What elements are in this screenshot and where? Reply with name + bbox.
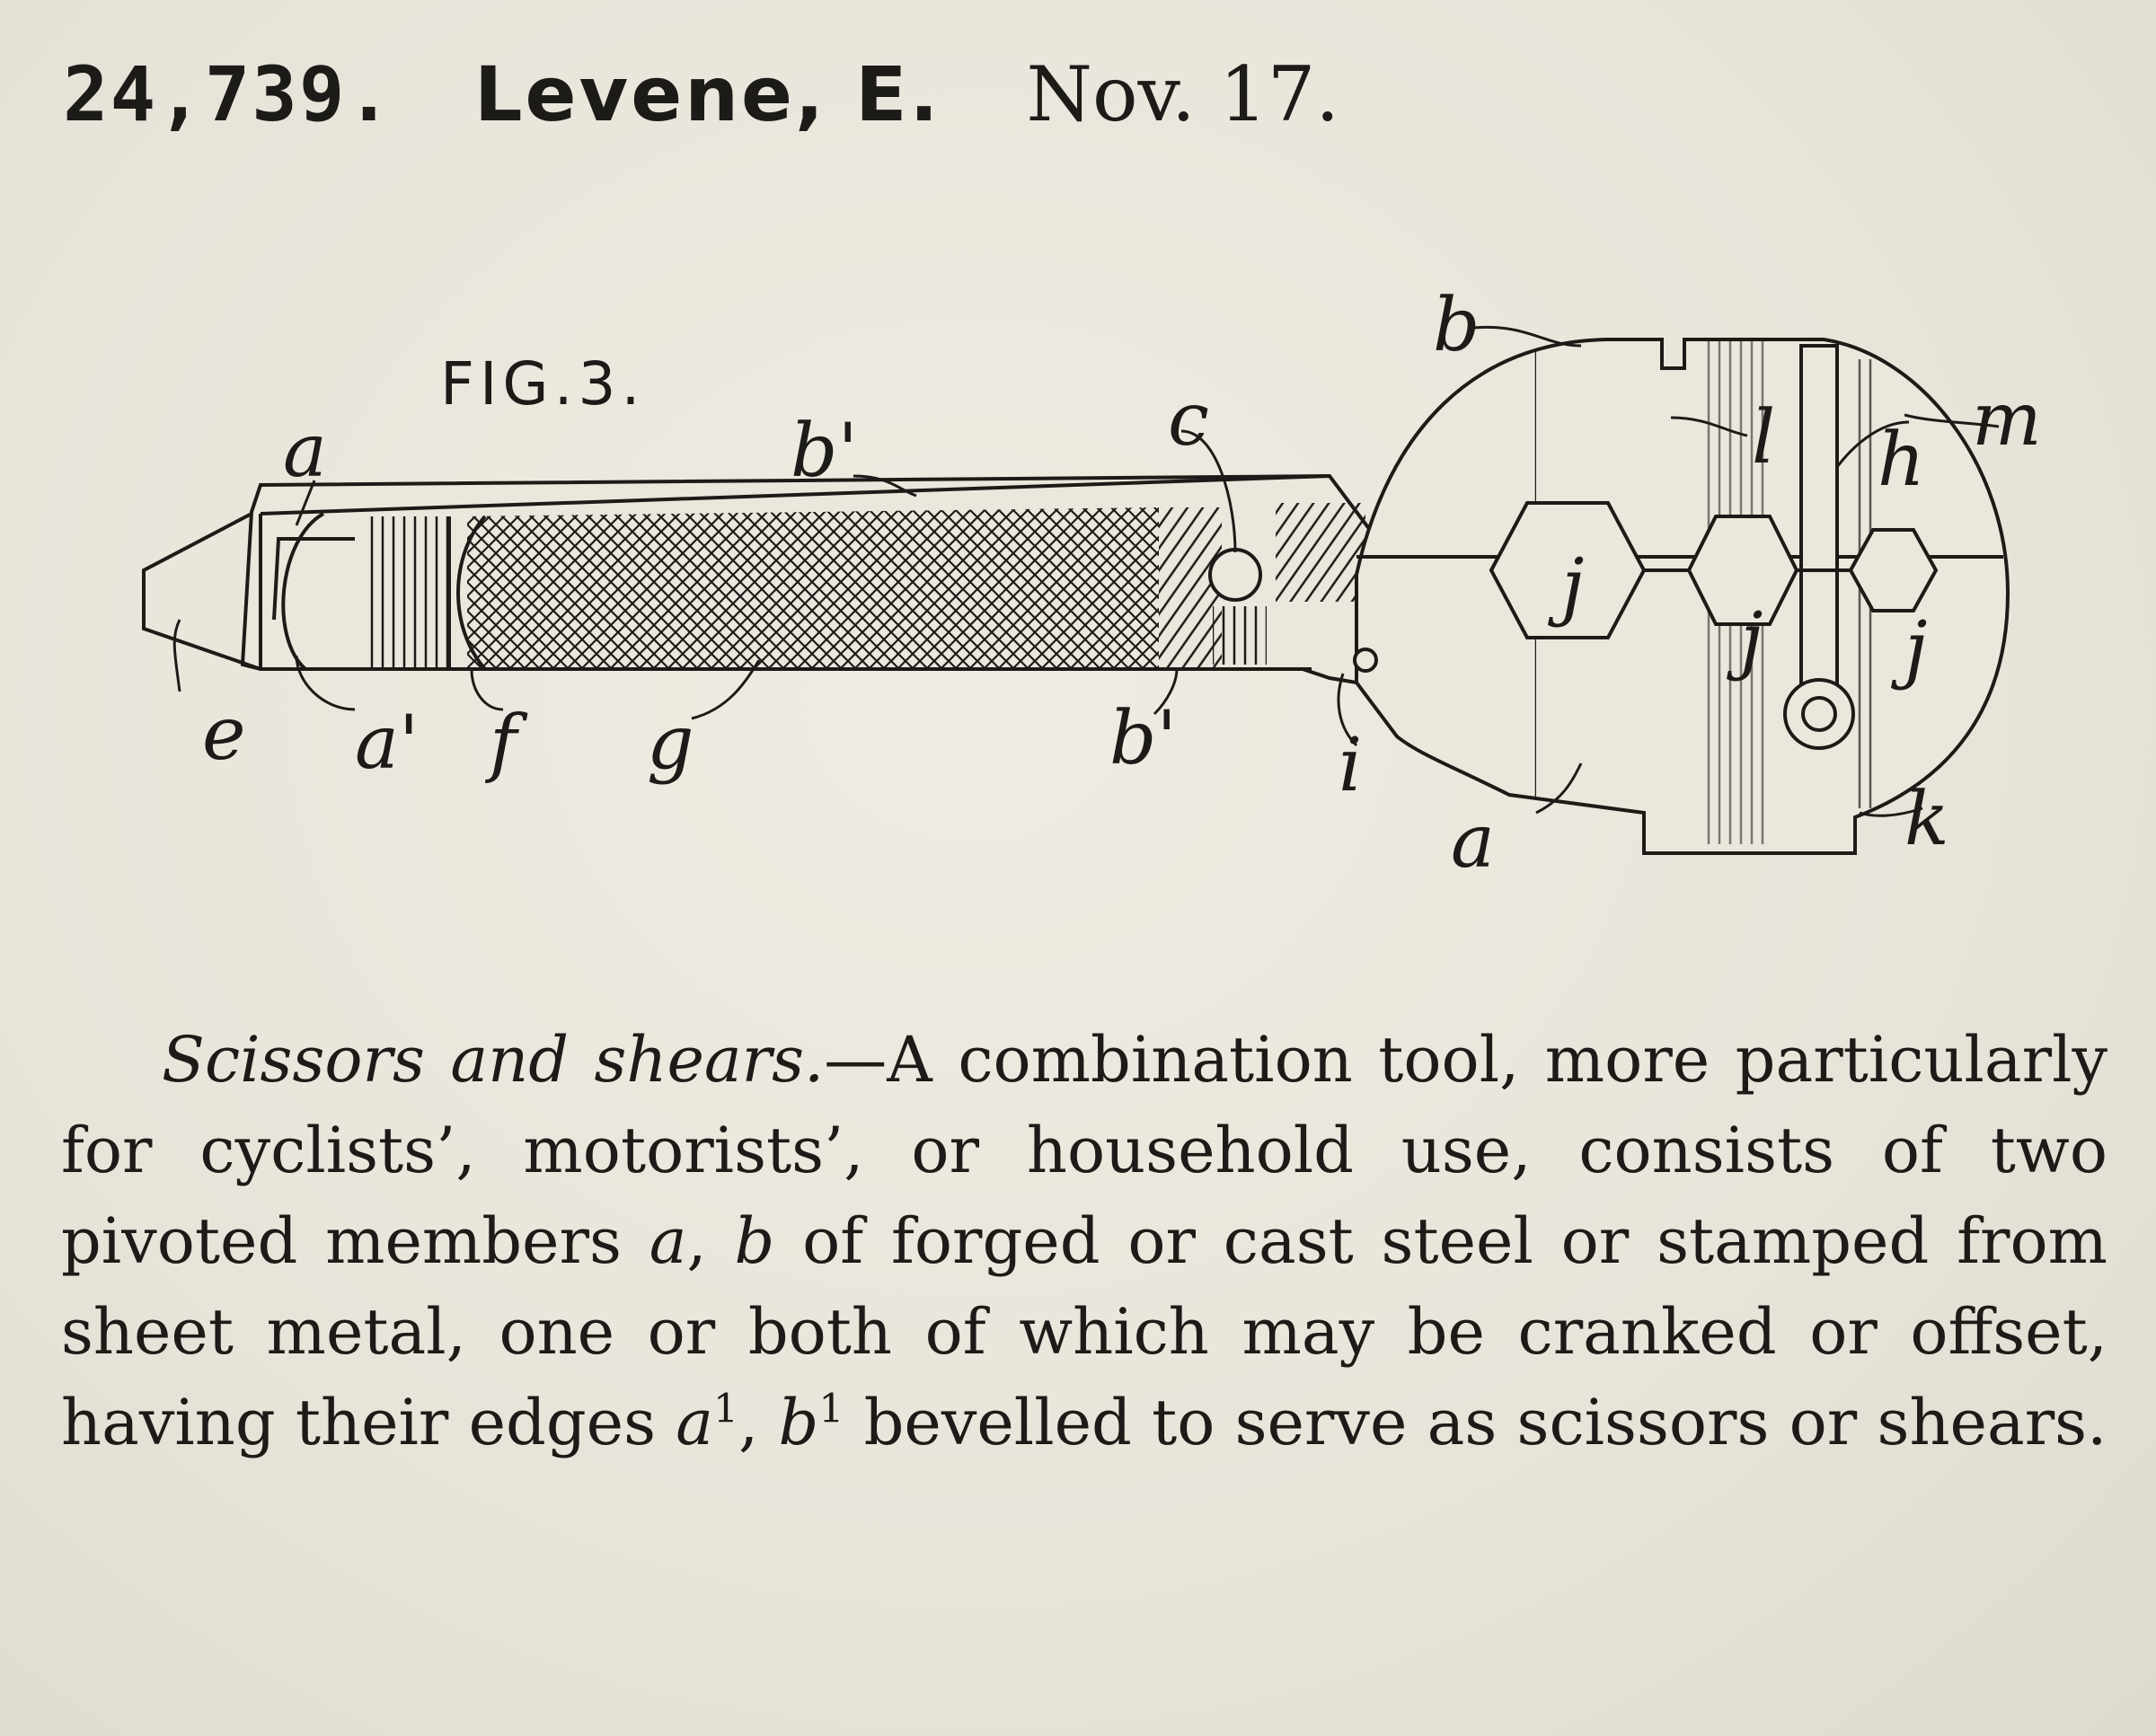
label-k: k (1904, 777, 1949, 862)
label-e: e (202, 692, 246, 777)
abstract-text-3: of forged or cast steel or stamped from sheet metal, one or both of which may be cranked or offset, having their edges (61, 1204, 2107, 1459)
label-h: h (1878, 418, 1925, 503)
abstract-heading: Scissors and shears. (162, 1023, 825, 1097)
label-a-top: a (283, 409, 327, 494)
abstract-text-4: , (738, 1386, 779, 1459)
patent-date: Nov. 17. (1026, 50, 1340, 138)
ref-b: b (734, 1204, 775, 1278)
label-f: f (490, 701, 517, 786)
patent-number: 24,739. (63, 50, 394, 138)
label-b-top: b (1433, 283, 1480, 368)
label-m: m (1972, 377, 2042, 463)
label-b-prime-top: b' (791, 409, 859, 494)
ref-a1-sup: 1 (713, 1386, 739, 1432)
figure-title: FIG.3. (440, 349, 646, 419)
ref-a1: a (676, 1386, 714, 1459)
abstract-text-5: bevelled to serve as scissors or shears. (844, 1386, 2107, 1459)
ref-b1-sup: 1 (818, 1386, 844, 1432)
patent-abstract (61, 1015, 2107, 1468)
label-g: g (647, 701, 694, 786)
label-b-prime-bottom: b' (1109, 696, 1178, 781)
label-i: i (1339, 723, 1363, 808)
label-a-bottom: a (1451, 799, 1495, 885)
inventor-name: Levene, E. (474, 50, 941, 138)
label-a-prime: a' (355, 701, 420, 786)
label-c: c (1168, 377, 1209, 463)
label-l: l (1752, 395, 1776, 480)
abstract-paragraph (61, 1015, 2107, 1468)
ref-a: a (649, 1204, 687, 1278)
label-j3: j (1904, 606, 1928, 692)
label-j2: j (1740, 597, 1763, 683)
ref-b1: b (778, 1386, 819, 1459)
abstract-text-1: —A combination tool, more particularly for cyclists’, motorists’, or household use, consists of two pivoted members (61, 1023, 2107, 1278)
tool-handle (144, 476, 1383, 683)
abstract-text-2: , (686, 1204, 735, 1278)
label-j1: j (1561, 543, 1585, 629)
